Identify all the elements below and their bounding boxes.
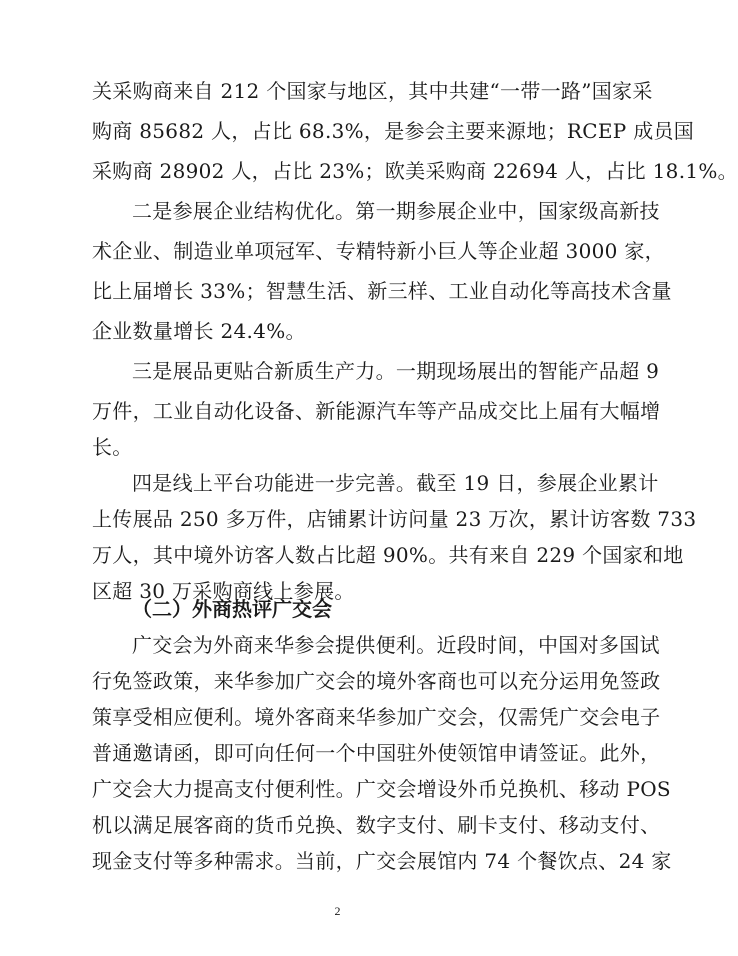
text-line: 长。	[92, 435, 133, 459]
text-line: 采购商 28902 人，占比 23%；欧美采购商 22694 人，占比 18.1%。	[92, 159, 738, 183]
text-line: 关采购商来自 212 个国家与地区，其中共建“一带一路”国家采	[92, 79, 653, 103]
text-line: 万人，其中境外访客人数占比超 90%。共有来自 229 个国家和地	[92, 543, 684, 567]
text-line: 术企业、制造业单项冠军、专精特新小巨人等企业超 3000 家，	[92, 239, 665, 263]
text-line: 比上届增长 33%；智慧生活、新三样、工业自动化等高技术含量	[92, 279, 672, 303]
text-line: 上传展品 250 多万件，店铺累计访问量 23 万次，累计访客数 733	[92, 507, 697, 531]
text-line: 企业数量增长 24.4%。	[92, 319, 306, 343]
page-number: 2	[334, 904, 341, 918]
text-line: 二是参展企业结构优化。第一期参展企业中，国家级高新技	[132, 199, 660, 223]
text-line: 现金支付等多种需求。当前，广交会展馆内 74 个餐饮点、24 家	[92, 849, 672, 873]
text-line: 策享受相应便利。境外客商来华参加广交会，仅需凭广交会电子	[92, 705, 661, 729]
text-line: 购商 85682 人，占比 68.3%，是参会主要来源地；RCEP 成员国	[92, 119, 695, 143]
text-line: 广交会为外商来华参会提供便利。近段时间，中国对多国试	[132, 633, 660, 657]
text-line: 普通邀请函，即可向任何一个中国驻外使领馆申请签证。此外，	[92, 741, 661, 765]
text-line: 行免签政策，来华参加广交会的境外客商也可以充分运用免签政	[92, 669, 661, 693]
section-heading: （二）外商热评广交会	[132, 597, 332, 621]
text-line: 万件，工业自动化设备、新能源汽车等产品成交比上届有大幅增	[92, 399, 661, 423]
text-line: 广交会大力提高支付便利性。广交会增设外币兑换机、移动 POS	[92, 777, 671, 801]
text-line: 区超 30 万采购商线上参展。	[92, 579, 355, 603]
text-line: 四是线上平台功能进一步完善。截至 19 日，参展企业累计	[132, 471, 659, 495]
text-line: 三是展品更贴合新质生产力。一期现场展出的智能产品超 9	[132, 359, 660, 383]
text-line: 机以满足展客商的货币兑换、数字支付、刷卡支付、移动支付、	[92, 813, 661, 837]
